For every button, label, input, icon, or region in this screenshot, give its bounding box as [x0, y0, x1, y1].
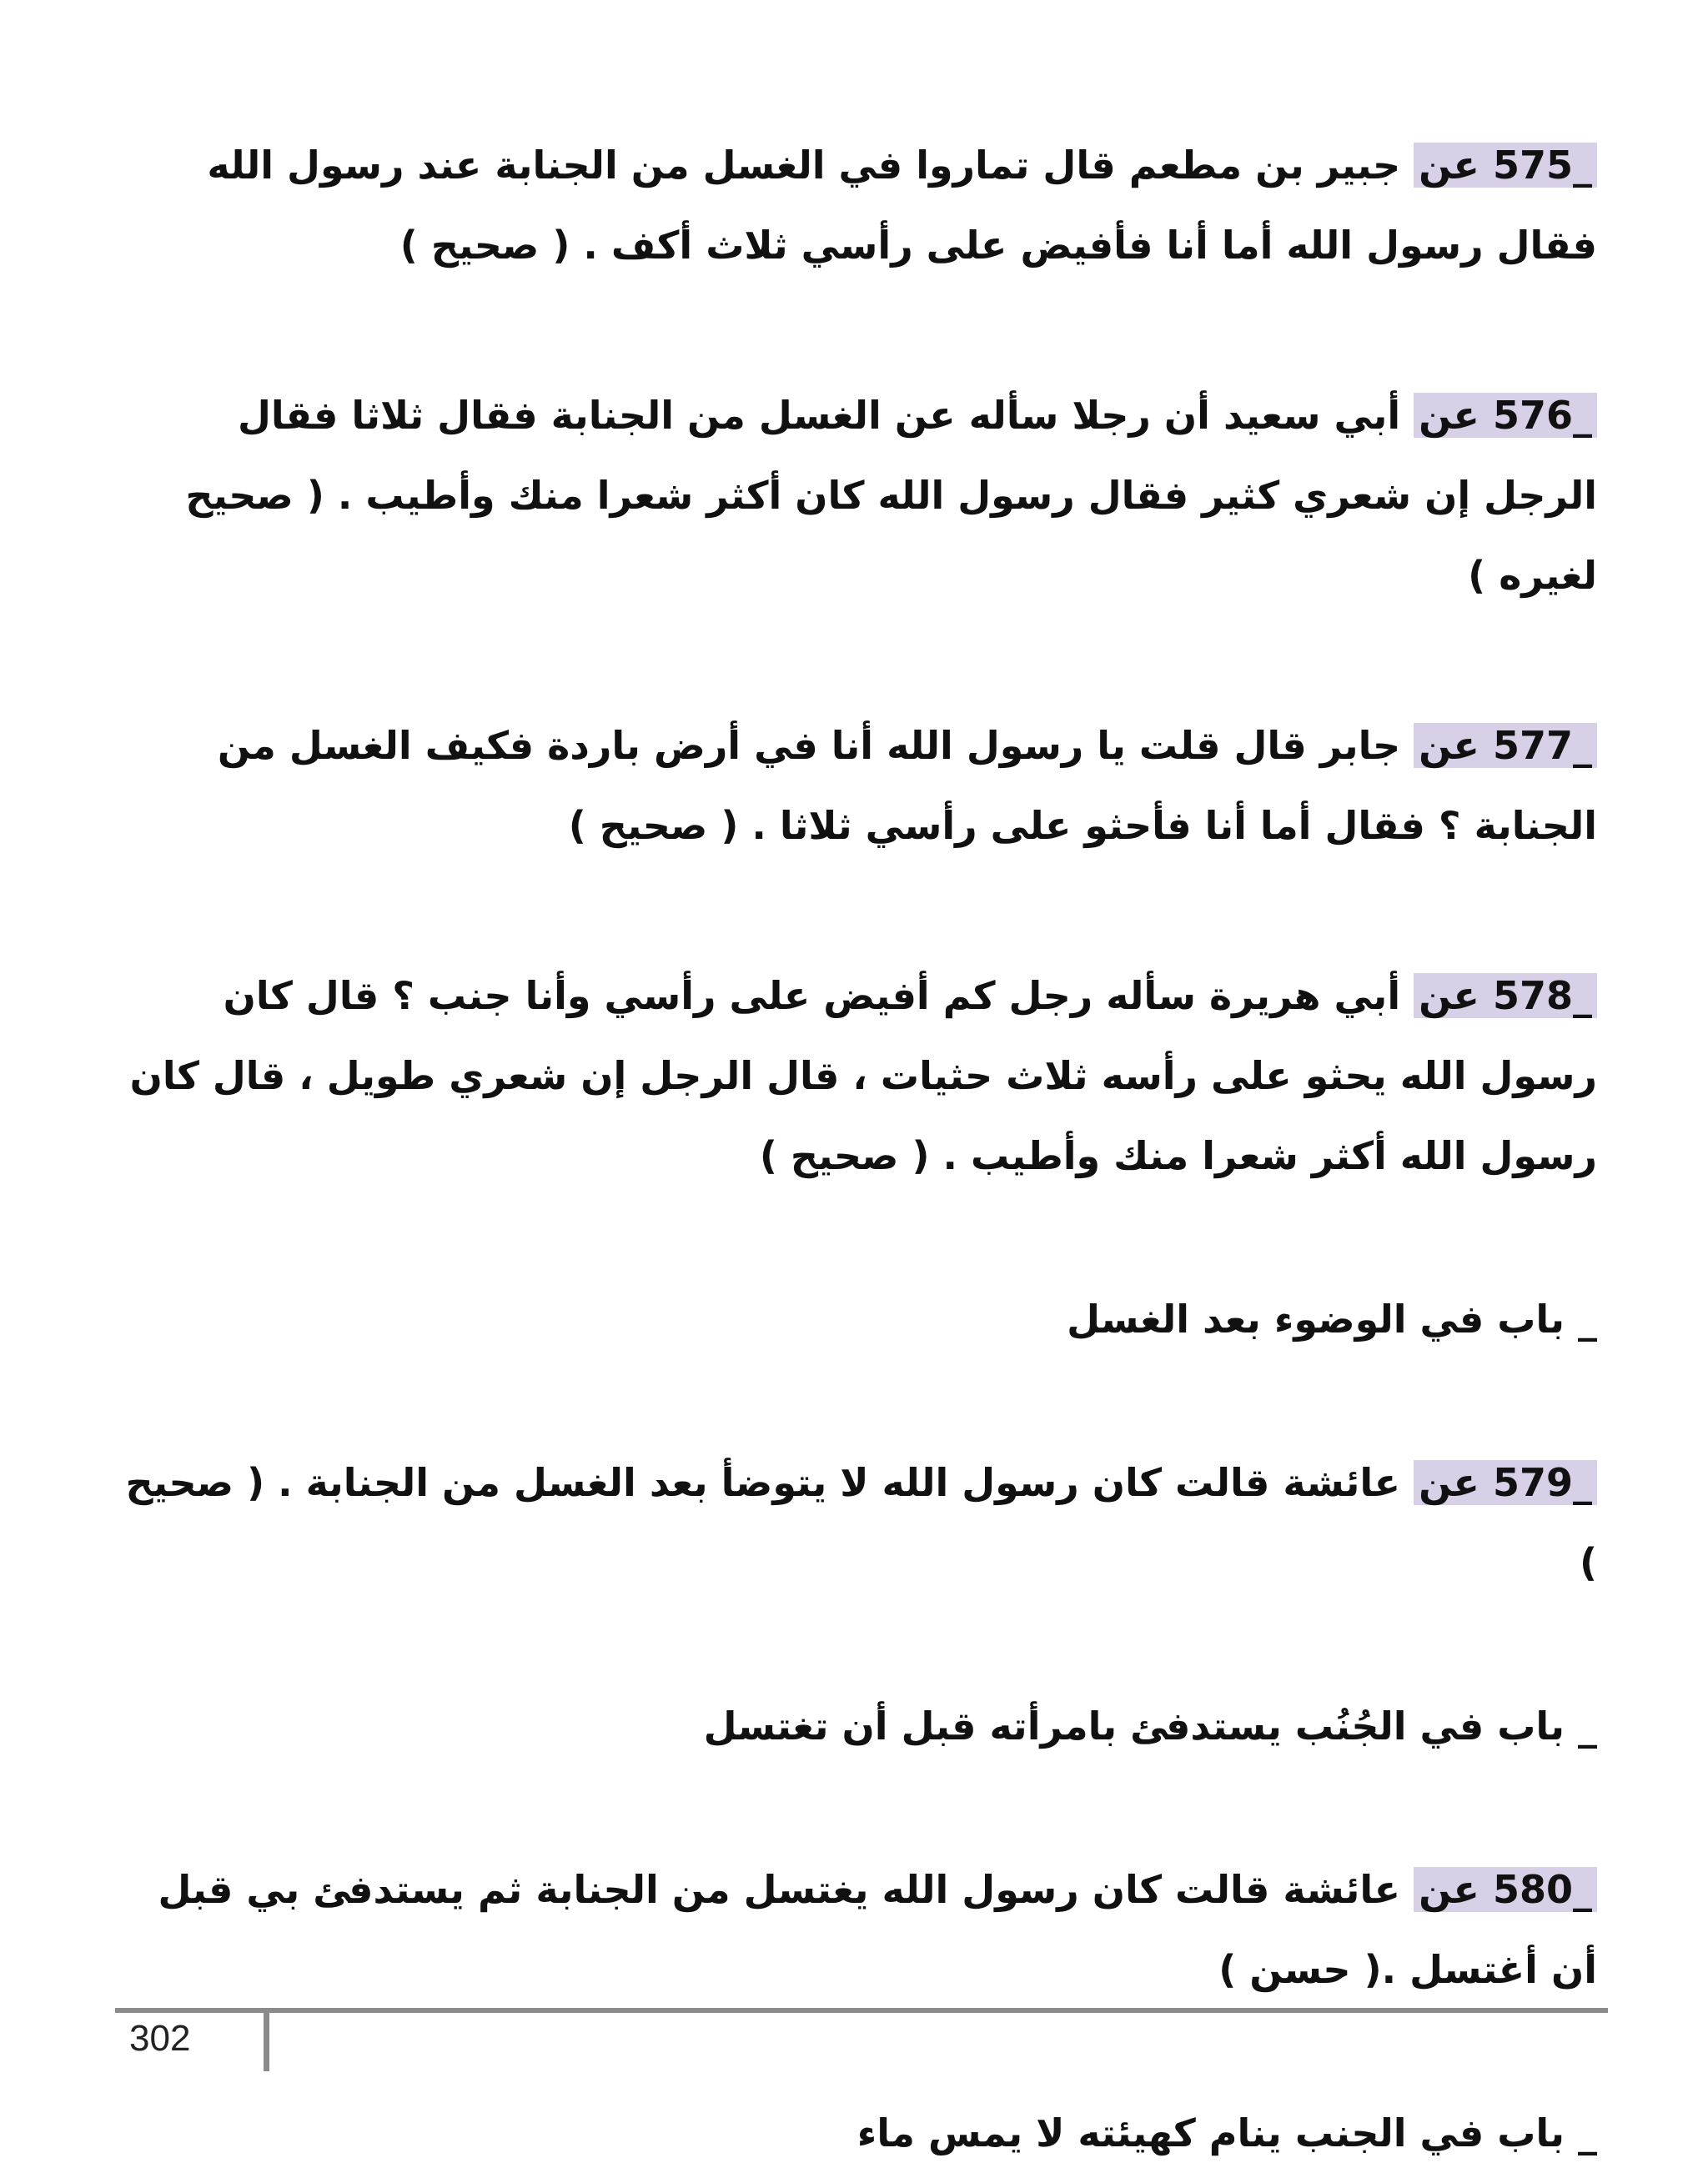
footer-rule: [115, 2008, 1608, 2013]
hadith-number-badge: [1414, 723, 1597, 768]
hadith-number-badge: [1414, 143, 1597, 188]
spacer: [125, 866, 1597, 956]
hadith-579: [125, 1443, 1597, 1603]
hadith-580: [125, 1849, 1597, 2010]
spacer: [125, 1603, 1597, 1686]
hadith-number: 579_: [1492, 1460, 1592, 1505]
hadith-text: عائشة قالت كان رسول الله يغتسل من الجنابة ثم يستدفئ بي قبل أن أغتسل .( حسن ): [158, 1867, 1597, 1992]
hadith-number: 577_: [1492, 723, 1592, 768]
hadith-opener: عن: [1419, 723, 1479, 768]
hadith-number: 578_: [1492, 973, 1592, 1018]
hadith-text: جابر قال قلت يا رسول الله أنا في أرض باردة فكيف الغسل من الجنابة ؟ فقال أما أنا فأحثو على رأسي ثلاثا . ( صحيح ): [217, 723, 1597, 848]
spacer: [125, 1766, 1597, 1849]
hadith-576: [125, 375, 1597, 615]
chapter-heading: _ باب في الوضوء بعد الغسل: [1067, 1297, 1597, 1342]
hadith-number-badge: [1414, 973, 1597, 1018]
hadith-text: أبي سعيد أن رجلا سأله عن الغسل من الجنابة فقال ثلاثا فقال الرجل إن شعري كثير فقال رسول الله كان أكثر شعرا منك وأطيب . ( صحيح لغيره ): [185, 393, 1597, 598]
page-number: 302: [129, 2018, 191, 2059]
hadith-number: 580_: [1492, 1867, 1592, 1912]
hadith-opener: عن: [1419, 143, 1479, 188]
spacer: [125, 615, 1597, 705]
hadith-text: أبي هريرة سأله رجل كم أفيض على رأسي وأنا جنب ؟ قال كان رسول الله يحثو على رأسه ثلاث حثيات ، قال الرجل إن شعري طويل ، قال كان رسول الله أكثر شعرا منك وأطيب . ( صحيح ): [129, 973, 1597, 1178]
hadith-opener: عن: [1419, 973, 1479, 1018]
page-content: [125, 125, 1597, 2173]
chapter-heading: _ باب في الجُنُب يستدفئ بامرأته قبل أن تغتسل: [703, 1704, 1597, 1749]
hadith-opener: عن: [1419, 1867, 1479, 1912]
hadith-575: [125, 125, 1597, 285]
chapter-heading: _ باب في الجنب ينام كهيئته لا يمس ماء: [857, 2110, 1597, 2155]
hadith-577: [125, 705, 1597, 866]
hadith-number-badge: [1414, 1460, 1597, 1505]
hadith-578: [125, 956, 1597, 1196]
hadith-opener: عن: [1419, 393, 1479, 438]
hadith-opener: عن: [1419, 1460, 1479, 1505]
hadith-number: 575_: [1492, 143, 1592, 188]
hadith-text: عائشة قالت كان رسول الله لا يتوضأ بعد الغسل من الجنابة . ( صحيح ): [125, 1460, 1597, 1585]
hadith-number-badge: [1414, 393, 1597, 438]
spacer: [125, 1359, 1597, 1443]
footer-divider: [264, 2010, 269, 2071]
spacer: [125, 2010, 1597, 2093]
spacer: [125, 285, 1597, 375]
spacer: [125, 1196, 1597, 1279]
hadith-text: جبير بن مطعم قال تماروا في الغسل من الجنابة عند رسول الله فقال رسول الله أما أنا فأفيض على رأسي ثلاث أكف . ( صحيح ): [207, 143, 1597, 268]
hadith-number: 576_: [1492, 393, 1592, 438]
hadith-number-badge: [1414, 1867, 1597, 1912]
